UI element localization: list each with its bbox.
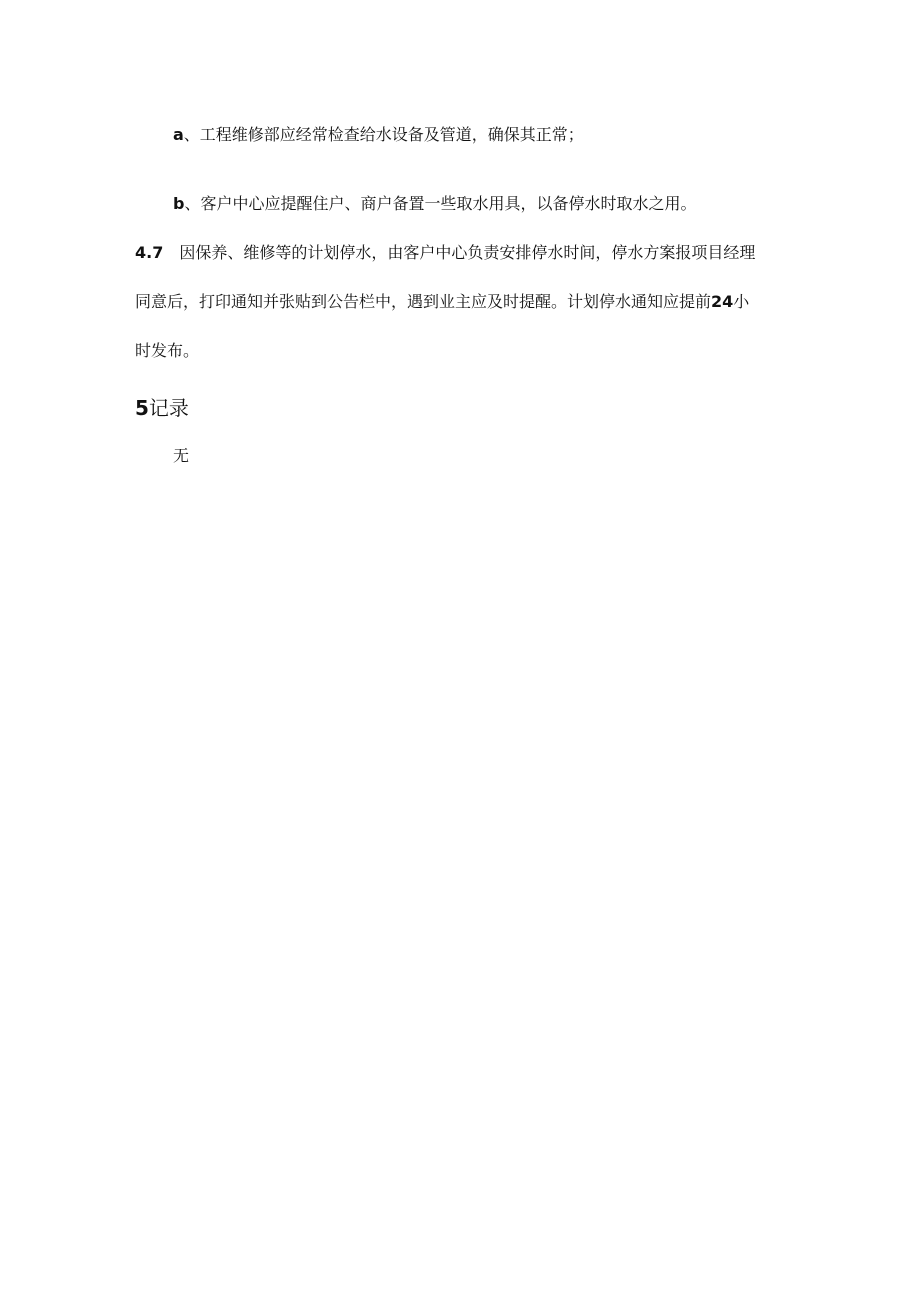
section-5-content-text: 无 [173,446,190,465]
clause-4-7-hours-number: 24 [711,292,734,311]
clause-4-7-text-line-2: 同意后，打印通知并张贴到公告栏中，遇到业主应及时提醒。计划停水通知应提前 [135,292,712,311]
item-a-marker: a [173,125,184,144]
clause-4-7-text-line-3: 时发布。 [135,341,200,360]
section-5-title: 记录 [148,396,189,420]
clause-4-7-text-line-2-end: 小 [733,292,750,311]
item-b-text: 、客户中心应提醒住户、商户备置一些取水用具，以备停水时取水之用。 [184,194,697,213]
item-a [173,124,584,146]
section-5-heading [135,395,189,421]
section-5-number: 5 [135,396,149,420]
item-b-marker: b [173,194,185,213]
clause-4-7-line-2 [135,291,749,313]
clause-4-7-text-line-1: 因保养、维修等的计划停水，由客户中心负责安排停水时间，停水方案报项目经理 [179,243,756,262]
clause-4-7-line-1 [135,242,755,264]
item-a-text: 、工程维修部应经常检查给水设备及管道，确保其正常； [183,125,584,144]
section-5-content [173,445,189,467]
clause-4-7-number: 4.7 [135,243,164,262]
item-b [173,193,696,215]
clause-4-7-line-3 [135,340,199,362]
